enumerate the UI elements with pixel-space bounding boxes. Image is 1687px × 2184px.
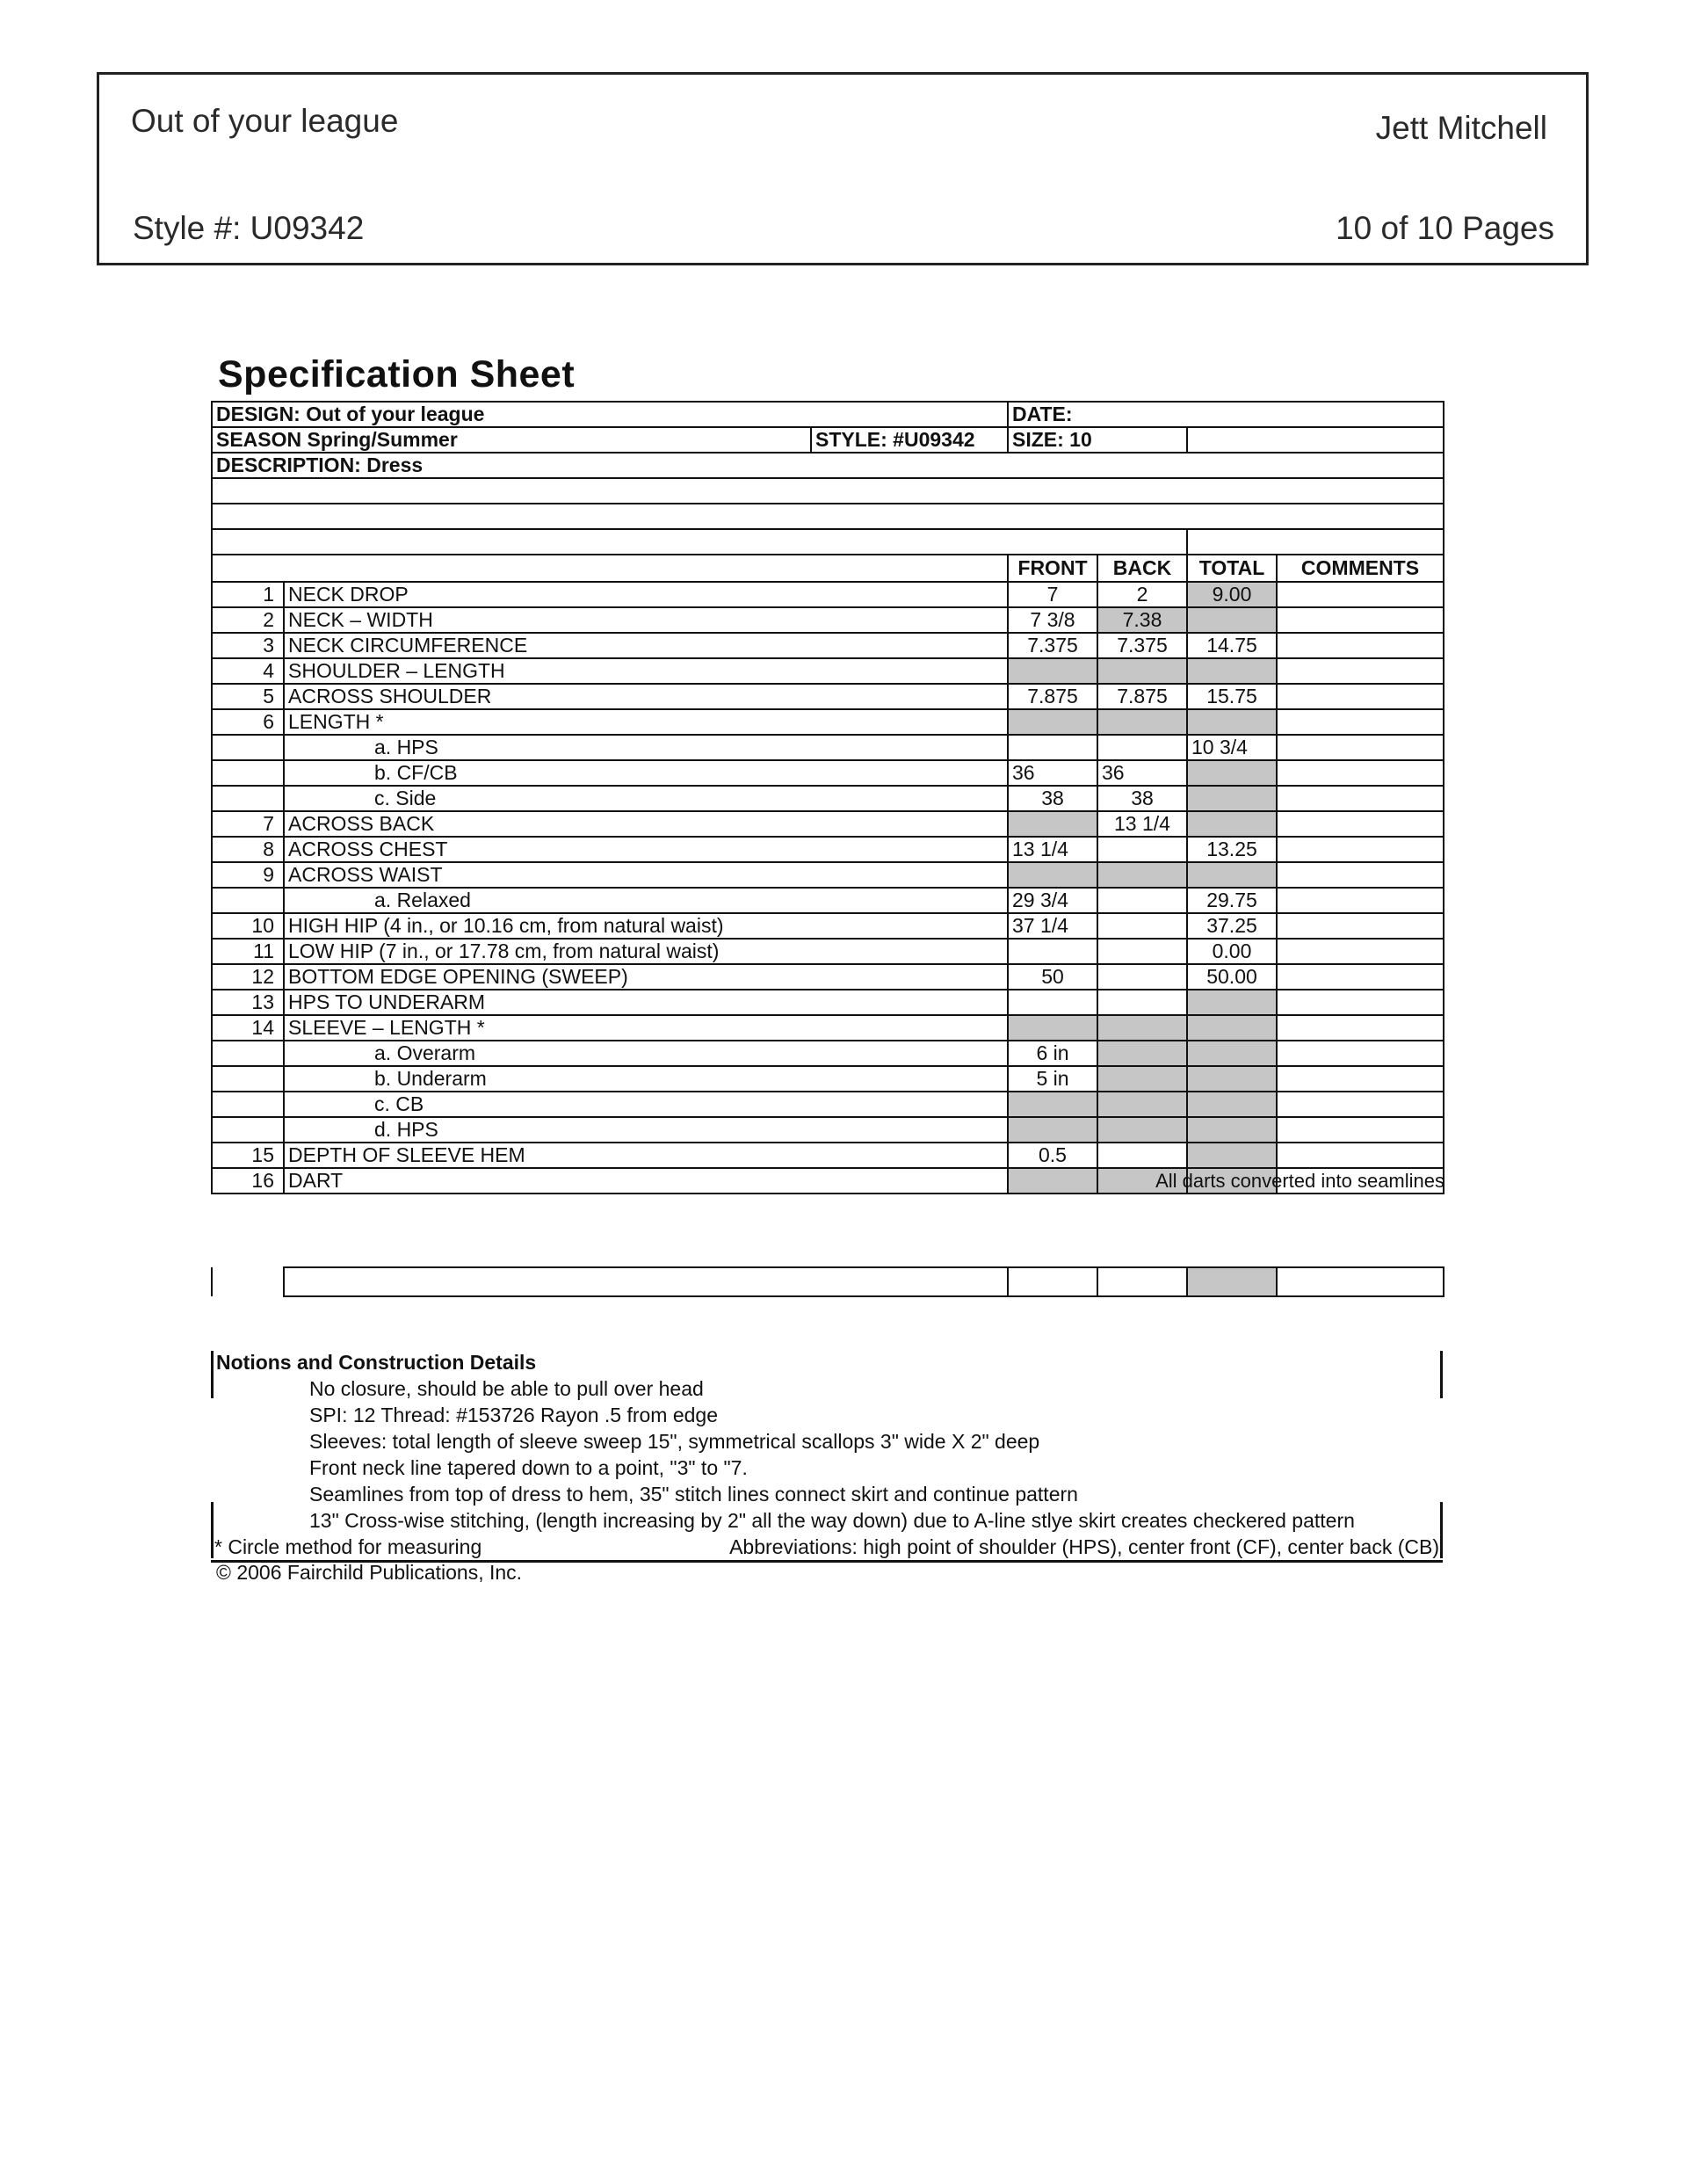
row-total: 15.75 [1187, 684, 1277, 709]
notion-line: Front neck line tapered down to a point, "3" to "7. [309, 1456, 748, 1479]
row-total [1187, 709, 1277, 735]
row-total [1187, 1143, 1277, 1168]
style-number: Style #: U09342 [133, 210, 365, 246]
row-back [1097, 1143, 1187, 1168]
comment-text: All darts converted into seamlines [1155, 1170, 1444, 1192]
style-cell: STYLE: #U09342 [811, 427, 1008, 453]
measurement-row [212, 1092, 1444, 1117]
row-number [212, 735, 284, 760]
row-total [1187, 990, 1277, 1015]
blank-cell [1008, 1267, 1097, 1296]
row-number [212, 888, 284, 913]
row-comment [1277, 837, 1444, 862]
blank-cell [212, 529, 1187, 555]
row-number: 1 [212, 582, 284, 607]
row-total [1187, 862, 1277, 888]
season-cell: SEASON Spring/Summer [212, 427, 811, 453]
row-label: d. HPS [284, 1117, 1008, 1143]
blank-cell [1187, 1267, 1277, 1296]
row-back [1097, 990, 1187, 1015]
row-number: 16 [212, 1168, 284, 1194]
row-front [1008, 735, 1097, 760]
measurement-row [212, 633, 1444, 658]
row-front [1008, 990, 1097, 1015]
footnote: * Circle method for measuring [214, 1535, 482, 1558]
row-label: NECK CIRCUMFERENCE [284, 633, 1008, 658]
row-front: 7 3/8 [1008, 607, 1097, 633]
measurement-row [212, 607, 1444, 633]
notion-line: 13" Cross-wise stitching, (length increasing by 2" all the way down) due to A-line stlye skirt creates checkered pattern [309, 1509, 1355, 1532]
row-number: 6 [212, 709, 284, 735]
measurement-row [212, 1015, 1444, 1041]
measurement-row [212, 1066, 1444, 1092]
row-total [1187, 1015, 1277, 1041]
measurement-row [212, 913, 1444, 939]
row-comment [1277, 684, 1444, 709]
row-total: 29.75 [1187, 888, 1277, 913]
row-label: DEPTH OF SLEEVE HEM [284, 1143, 1008, 1168]
row-total: 9.00 [1187, 582, 1277, 607]
row-number: 14 [212, 1015, 284, 1041]
size-cell: SIZE: 10 [1008, 427, 1187, 453]
row-label: BOTTOM EDGE OPENING (SWEEP) [284, 964, 1008, 990]
row-comment [1277, 1041, 1444, 1066]
row-back [1097, 837, 1187, 862]
row-label: ACROSS SHOULDER [284, 684, 1008, 709]
row-label: DART [284, 1168, 1008, 1194]
row-comment [1277, 709, 1444, 735]
row-label: b. CF/CB [284, 760, 1008, 786]
row-number: 13 [212, 990, 284, 1015]
row-number: 2 [212, 607, 284, 633]
notion-line: Sleeves: total length of sleeve sweep 15", symmetrical scallops 3" wide X 2" deep [309, 1430, 1040, 1453]
sheet-title: Specification Sheet [218, 353, 576, 395]
notion-line: No closure, should be able to pull over head [309, 1377, 704, 1400]
row-number: 12 [212, 964, 284, 990]
notion-line: SPI: 12 Thread: #153726 Rayon .5 from edge [309, 1404, 718, 1426]
page-count: 10 of 10 Pages [1336, 210, 1554, 246]
col-front: FRONT [1008, 555, 1097, 582]
measurement-row [212, 1117, 1444, 1143]
col-total: TOTAL [1187, 555, 1277, 582]
row-label: a. Overarm [284, 1041, 1008, 1066]
row-total: 37.25 [1187, 913, 1277, 939]
column-header-row [212, 555, 1444, 582]
col-back: BACK [1097, 555, 1187, 582]
row-total: 13.25 [1187, 837, 1277, 862]
notions-section [211, 1351, 1443, 1558]
row-front: 29 3/4 [1008, 888, 1097, 913]
copyright: © 2006 Fairchild Publications, Inc. [216, 1561, 523, 1584]
row-total: 50.00 [1187, 964, 1277, 990]
measurement-row [212, 1143, 1444, 1168]
row-comment [1277, 939, 1444, 964]
blank-cell [1187, 427, 1444, 453]
col-comments: COMMENTS [1277, 555, 1444, 582]
blank-cell [284, 1267, 1008, 1296]
row-number [212, 1066, 284, 1092]
row-front [1008, 811, 1097, 837]
row-comment [1277, 735, 1444, 760]
row-number: 8 [212, 837, 284, 862]
row-comment [1155, 1168, 1444, 1194]
row-front [1008, 709, 1097, 735]
row-label: b. Underarm [284, 1066, 1008, 1092]
row-total [1187, 1066, 1277, 1092]
blank-cell [1187, 529, 1444, 555]
row-back [1097, 964, 1187, 990]
author-name: Jett Mitchell [1375, 110, 1547, 146]
row-comment [1277, 862, 1444, 888]
blank-cell [1097, 1267, 1187, 1296]
row-total [1187, 1092, 1277, 1117]
notions-title: Notions and Construction Details [216, 1351, 537, 1374]
row-label: c. Side [284, 786, 1008, 811]
measurement-row [212, 811, 1444, 837]
measurement-row [212, 582, 1444, 607]
design-cell: DESIGN: Out of your league [212, 402, 1008, 427]
measurement-row [212, 658, 1444, 684]
row-comment [1277, 582, 1444, 607]
row-comment [1277, 888, 1444, 913]
row-comment [1277, 964, 1444, 990]
row-front [1008, 1168, 1097, 1194]
row-back [1097, 862, 1187, 888]
row-label: LOW HIP (7 in., or 17.78 cm, from natural waist) [284, 939, 1008, 964]
row-back [1097, 1041, 1187, 1066]
row-comment [1277, 633, 1444, 658]
measurement-row [212, 786, 1444, 811]
row-number: 5 [212, 684, 284, 709]
row-label: ACROSS BACK [284, 811, 1008, 837]
row-back: 7.875 [1097, 684, 1187, 709]
row-number: 10 [212, 913, 284, 939]
blank-cell [212, 555, 1008, 582]
row-number: 4 [212, 658, 284, 684]
row-front: 7 [1008, 582, 1097, 607]
row-front: 36 [1008, 760, 1097, 786]
row-total [1187, 1041, 1277, 1066]
row-back: 13 1/4 [1097, 811, 1187, 837]
row-label: ACROSS WAIST [284, 862, 1008, 888]
row-back [1097, 709, 1187, 735]
row-label: NECK – WIDTH [284, 607, 1008, 633]
row-number [212, 1041, 284, 1066]
row-comment [1277, 1143, 1444, 1168]
row-back [1097, 1015, 1187, 1041]
row-label: c. CB [284, 1092, 1008, 1117]
row-total [1187, 658, 1277, 684]
row-number [212, 1117, 284, 1143]
measurement-row [212, 964, 1444, 990]
row-label: SLEEVE – LENGTH * [284, 1015, 1008, 1041]
row-number: 11 [212, 939, 284, 964]
row-number [212, 786, 284, 811]
row-total [1187, 607, 1277, 633]
row-comment [1277, 1015, 1444, 1041]
row-back [1097, 888, 1187, 913]
row-back [1097, 913, 1187, 939]
row-front: 0.5 [1008, 1143, 1097, 1168]
measurement-row [212, 735, 1444, 760]
row-label: a. Relaxed [284, 888, 1008, 913]
measurement-row [212, 837, 1444, 862]
blank-cell [1277, 1267, 1444, 1296]
row-total [1187, 811, 1277, 837]
row-back: 7.38 [1097, 607, 1187, 633]
row-back [1097, 1117, 1187, 1143]
notions-footer [211, 1535, 1443, 1563]
row-front [1008, 1092, 1097, 1117]
measurement-row [212, 1041, 1444, 1066]
row-front: 7.375 [1008, 633, 1097, 658]
border-line [211, 1351, 214, 1398]
date-cell: DATE: [1008, 402, 1444, 427]
description-cell: DESCRIPTION: Dress [212, 453, 1444, 478]
row-front [1008, 1117, 1097, 1143]
row-comment [1277, 913, 1444, 939]
row-comment [1277, 990, 1444, 1015]
row-number: 3 [212, 633, 284, 658]
row-total [1187, 760, 1277, 786]
row-comment [1277, 1066, 1444, 1092]
row-front: 7.875 [1008, 684, 1097, 709]
measurement-row [212, 709, 1444, 735]
row-label: LENGTH * [284, 709, 1008, 735]
row-front: 38 [1008, 786, 1097, 811]
row-number: 15 [212, 1143, 284, 1168]
row-total: 0.00 [1187, 939, 1277, 964]
measurement-row [212, 760, 1444, 786]
row-total: 10 3/4 [1187, 735, 1277, 760]
row-front: 5 in [1008, 1066, 1097, 1092]
blank-row [212, 504, 1444, 529]
row-back [1097, 939, 1187, 964]
row-back: 36 [1097, 760, 1187, 786]
abbreviations: Abbreviations: high point of shoulder (HPS), center front (CF), center back (CB) [729, 1535, 1439, 1558]
row-front: 50 [1008, 964, 1097, 990]
row-front [1008, 658, 1097, 684]
row-back: 2 [1097, 582, 1187, 607]
spec-table-extra-row [211, 1266, 1444, 1297]
row-comment [1277, 658, 1444, 684]
measurement-row [212, 1168, 1444, 1194]
row-front [1008, 1015, 1097, 1041]
measurement-row [212, 990, 1444, 1015]
row-back [1097, 1092, 1187, 1117]
row-total [1187, 1117, 1277, 1143]
row-number: 7 [212, 811, 284, 837]
row-label: HIGH HIP (4 in., or 10.16 cm, from natural waist) [284, 913, 1008, 939]
blank-cell [212, 1267, 284, 1296]
row-comment [1277, 760, 1444, 786]
row-label: HPS TO UNDERARM [284, 990, 1008, 1015]
row-front [1008, 939, 1097, 964]
project-title: Out of your league [131, 103, 399, 139]
row-front: 13 1/4 [1008, 837, 1097, 862]
row-comment [1277, 607, 1444, 633]
row-front [1008, 862, 1097, 888]
row-label: a. HPS [284, 735, 1008, 760]
row-number [212, 760, 284, 786]
row-number: 9 [212, 862, 284, 888]
row-comment [1277, 1092, 1444, 1117]
row-back [1097, 735, 1187, 760]
row-comment [1277, 1117, 1444, 1143]
row-front: 37 1/4 [1008, 913, 1097, 939]
spec-table [211, 401, 1444, 1194]
row-total: 14.75 [1187, 633, 1277, 658]
row-label: SHOULDER – LENGTH [284, 658, 1008, 684]
measurement-row [212, 939, 1444, 964]
row-back [1097, 1066, 1187, 1092]
notion-line: Seamlines from top of dress to hem, 35" stitch lines connect skirt and continue pattern [309, 1483, 1078, 1506]
row-comment [1277, 786, 1444, 811]
row-total [1187, 786, 1277, 811]
measurement-row [212, 888, 1444, 913]
page-header [97, 72, 1589, 265]
row-back: 7.375 [1097, 633, 1187, 658]
row-number [212, 1092, 284, 1117]
row-label: ACROSS CHEST [284, 837, 1008, 862]
row-front: 6 in [1008, 1041, 1097, 1066]
row-label: NECK DROP [284, 582, 1008, 607]
row-back: 38 [1097, 786, 1187, 811]
row-back [1097, 658, 1187, 684]
border-line [1440, 1351, 1443, 1398]
measurement-row [212, 684, 1444, 709]
measurement-row [212, 862, 1444, 888]
blank-row [212, 478, 1444, 504]
row-comment [1277, 811, 1444, 837]
